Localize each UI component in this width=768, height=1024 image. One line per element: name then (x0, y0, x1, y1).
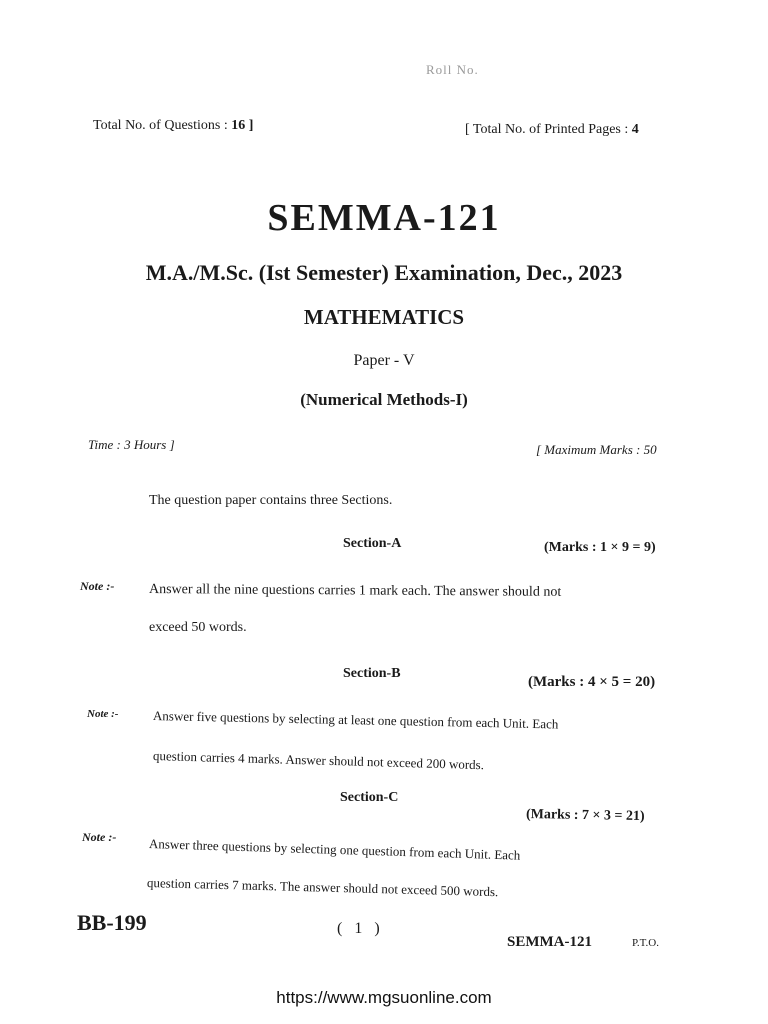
paper-subtitle: (Numerical Methods-I) (300, 390, 468, 409)
footer-code-left: BB-199 (77, 910, 147, 935)
max-marks-label: [ Maximum Marks : 50 (536, 442, 657, 457)
section-a-note-line-1: Answer all the nine questions carries 1 mark each. The answer should not (148, 582, 562, 600)
total-pages (465, 122, 639, 138)
section-c-note-label: Note :- (82, 830, 117, 844)
page-number: ( 1 ) (337, 920, 380, 937)
roll-no-label: Roll No. (426, 62, 479, 77)
total-pages-label: [ Total No. of Printed Pages : (465, 122, 629, 137)
section-b-note-label: Note :- (87, 708, 119, 720)
exam-title: M.A./M.Sc. (Ist Semester) Examination, Dec., 2023 (145, 260, 623, 285)
section-c-note-line-1: Answer three questions by selecting one question from each Unit. Each (148, 836, 521, 863)
watermark-url: https://www.mgsuonline.com (276, 988, 492, 1007)
paper-code-title: SEMMA-121 (267, 197, 501, 239)
paper-number: Paper - V (353, 352, 415, 369)
intro-text: The question paper contains three Sections. (149, 493, 393, 508)
subject-title: MATHEMATICS (303, 305, 465, 329)
section-a-note-label: Note :- (80, 579, 115, 593)
pto-label: P.T.O. (632, 937, 659, 949)
section-a-marks: (Marks : 1 × 9 = 9) (544, 540, 656, 555)
total-pages-value: 4 (631, 122, 639, 137)
section-b-heading: Section-B (343, 666, 401, 681)
section-b-note-line-2: question carries 4 marks. Answer should not exceed 200 words. (152, 748, 485, 773)
section-a-heading: Section-A (343, 536, 402, 551)
total-questions (93, 118, 253, 134)
time-label: Time : 3 Hours ] (88, 437, 175, 452)
section-c-note-line-2: question carries 7 marks. The answer should not exceed 500 words. (146, 875, 499, 900)
section-a-note-line-2: exceed 50 words. (149, 620, 247, 635)
section-b-note-line-1: Answer five questions by selecting at least one question from each Unit. Each (152, 708, 559, 732)
total-questions-value: 16 ] (231, 118, 254, 133)
section-b-marks: (Marks : 4 × 5 = 20) (528, 674, 656, 690)
footer-code-right: SEMMA-121 (507, 934, 592, 950)
total-questions-label: Total No. of Questions : (93, 118, 228, 133)
section-c-marks: (Marks : 7 × 3 = 21) (525, 807, 645, 825)
section-c-heading: Section-C (340, 790, 399, 805)
